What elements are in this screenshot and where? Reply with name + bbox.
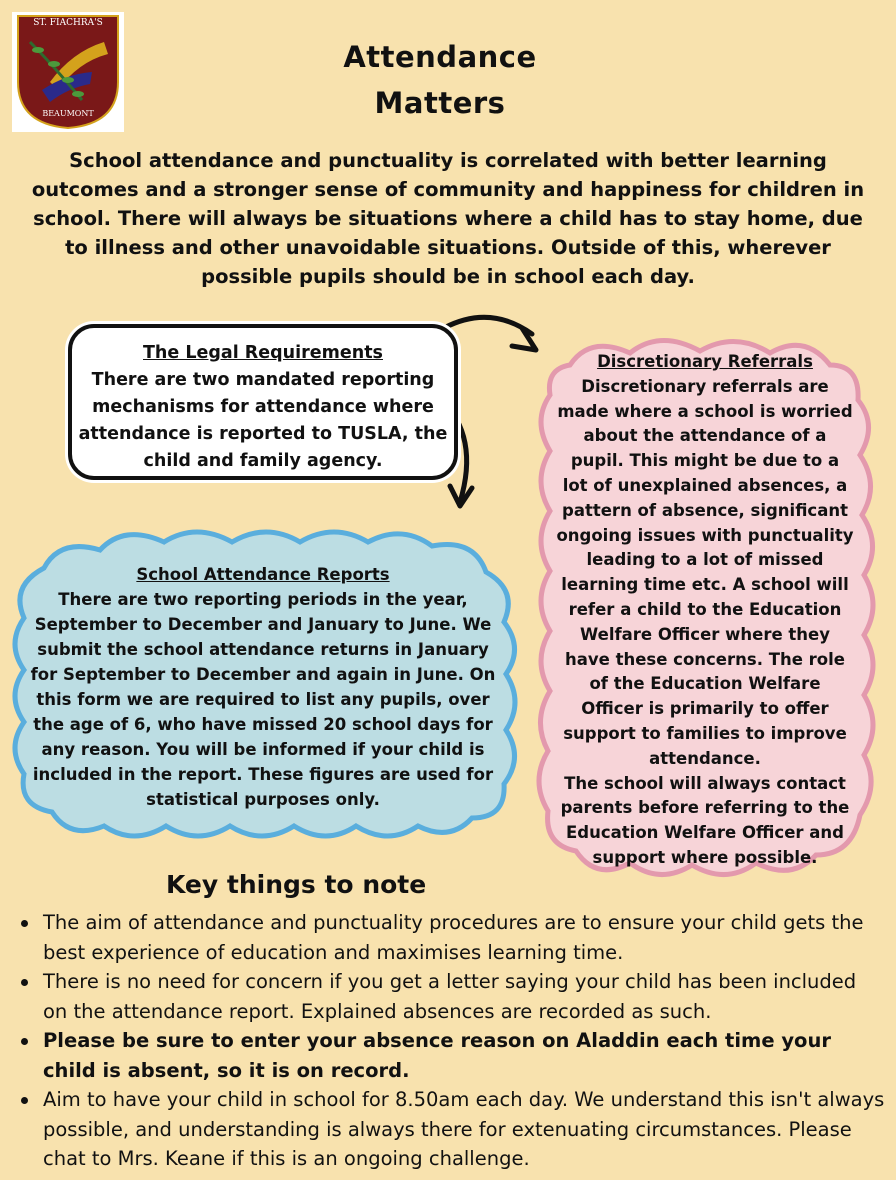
attendance-reports-box — [28, 562, 498, 812]
referrals-heading: Discretionary Referrals — [597, 352, 813, 371]
bullet-icon — [21, 1097, 28, 1104]
reports-body: There are two reporting periods in the year, September to December and January to June. We submit the school attendance returns in January for September to December and again in June. On this form we are required to list any pupils, over the age of 6, who have missed 20 school days for any reason. You will be informed if your child is included in the report. These figures are used for statistical purposes only. — [30, 590, 496, 809]
key-things-heading: Key things to note — [166, 870, 427, 899]
title-line-1: Attendance — [343, 40, 537, 74]
discretionary-referrals-box — [556, 350, 854, 871]
list-item: Aim to have your child in school for 8.50am each day. We understand this isn't always possible, and understanding is always there for extenuating circumstances. Please chat to Mrs. Keane if this is an ongoing challenge. — [16, 1085, 886, 1174]
bullet-icon — [21, 920, 28, 927]
page-title — [300, 34, 580, 126]
bullet-icon — [21, 979, 28, 986]
logo-top-text: ST. FIACHRA'S — [33, 18, 103, 28]
reports-heading: School Attendance Reports — [136, 565, 390, 584]
key-things-list — [16, 908, 886, 1174]
arrow-to-referrals-icon — [444, 317, 532, 334]
list-item: Please be sure to enter your absence reason on Aladdin each time your child is absent, so it is on record. — [16, 1026, 886, 1085]
list-item: The aim of attendance and punctuality procedures are to ensure your child gets the best experience of education and maximises learning time. — [16, 908, 886, 967]
referrals-body-1: Discretionary referrals are made where a school is worried about the attendance of a pupil. This might be due to a lot of unexplained absences, a pattern of absence, significant ongoing issues with punctuality leading to a lot of missed learning time etc. A school will refer a child to the Education Welfare Officer where they have these concerns. The role of the Education Welfare Officer is primarily to offer support to families to improve attendance. — [556, 376, 854, 768]
referrals-body-2: The school will always contact parents before referring to the Education Welfare Officer and support where possible. — [560, 773, 850, 867]
legal-body: There are two mandated reporting mechanisms for attendance where attendance is reported to TUSLA, the child and family agency. — [78, 370, 448, 471]
bullet-icon — [21, 1038, 28, 1045]
title-line-2: Matters — [374, 86, 506, 120]
logo-bottom-text: BEAUMONT — [42, 109, 94, 118]
legal-heading: The Legal Requirements — [143, 343, 383, 363]
intro-paragraph: School attendance and punctuality is correlated with better learning outcomes and a stronger sense of community and happiness for children in school. There will always be situations where a child has to stay home, due to illness and other unavoidable situations. Outside of this, wherever possible pupils should be in school each day. — [31, 149, 865, 288]
school-logo — [12, 12, 124, 132]
legal-requirements-box — [68, 324, 458, 480]
list-item: There is no need for concern if you get a letter saying your child has been included on the attendance report. Explained absences are recorded as such. — [16, 967, 886, 1026]
